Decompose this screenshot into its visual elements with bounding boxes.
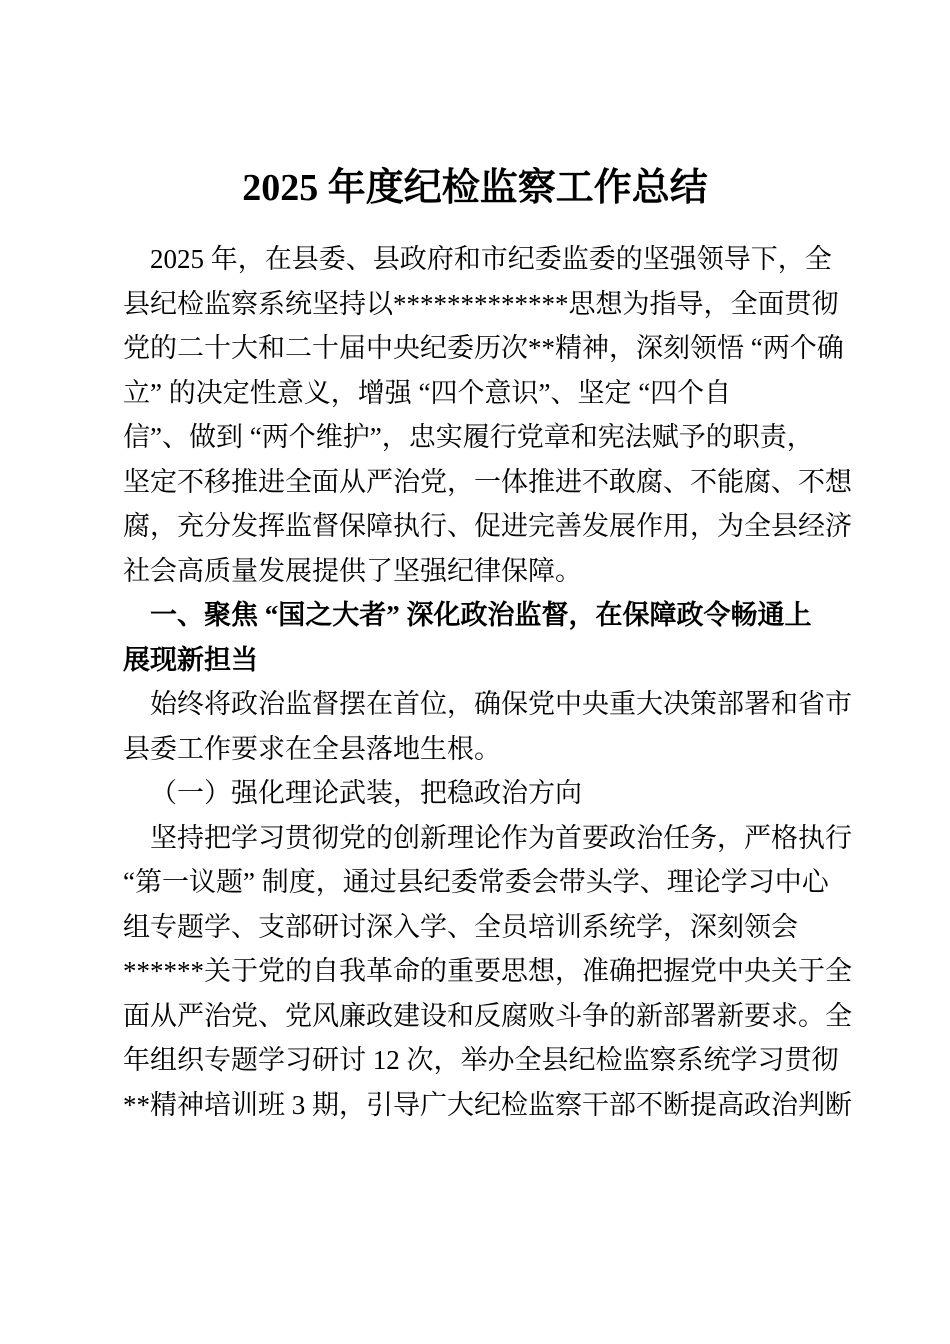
section-heading-line: 展现新担当: [123, 644, 258, 675]
document-body: [123, 237, 883, 1127]
section-heading-line: 一、聚焦 “国之大者” 深化政治监督，在保障政令畅通上: [150, 600, 812, 630]
paragraph-line: 信”、做到 “两个维护”，忠实履行党章和宪法赋予的职责，: [123, 422, 814, 452]
paragraph-line: 党的二十大和二十届中央纪委历次**精神，深刻领悟 “两个确: [123, 333, 844, 363]
paragraph-line: 年组织专题学习研讨 12 次，举办全县纪检监察系统学习贯彻: [123, 1045, 839, 1075]
paragraph-line: **精神培训班 3 期，引导广大纪检监察干部不断提高政治判断: [123, 1089, 852, 1120]
subsection-heading-line: （一）强化理论武装，把稳政治方向: [150, 778, 582, 808]
paragraph-line: ******关于党的自我革命的重要思想，准确把握党中央关于全: [123, 956, 852, 986]
paragraph-line: 县纪检监察系统坚持以*************思想为指导，全面贯彻: [123, 288, 839, 319]
paragraph-line: 2025 年，在县委、县政府和市纪委监委的坚强领导下，全: [150, 244, 832, 274]
paragraph-line: 坚持把学习贯彻党的创新理论作为首要政治任务，严格执行: [150, 822, 852, 853]
paragraph-line: 始终将政治监督摆在首位，确保党中央重大决策部署和省市: [150, 689, 852, 719]
paragraph-line: 面从严治党、党风廉政建设和反腐败斗争的新部署新要求。全: [123, 1000, 852, 1031]
paragraph-line: 坚定不移推进全面从严治党，一体推进不敢腐、不能腐、不想: [123, 466, 852, 497]
paragraph-line: 县委工作要求在全县落地生根。: [123, 733, 501, 764]
paragraph-line: 立” 的决定性意义，增强 “四个意识”、坚定 “四个自: [123, 377, 732, 408]
paragraph-line: 腐，充分发挥监督保障执行、促进完善发展作用，为全县经济: [123, 511, 852, 541]
document-title: 2025 年度纪检监察工作总结: [242, 167, 708, 209]
paragraph-line: 社会高质量发展提供了坚强纪律保障。: [123, 555, 582, 586]
paragraph-line: 组专题学、支部研讨深入学、全员培训系统学，深刻领会: [123, 911, 798, 942]
paragraph-line: “第一议题” 制度，通过县纪委常委会带头学、理论学习中心: [123, 867, 829, 897]
